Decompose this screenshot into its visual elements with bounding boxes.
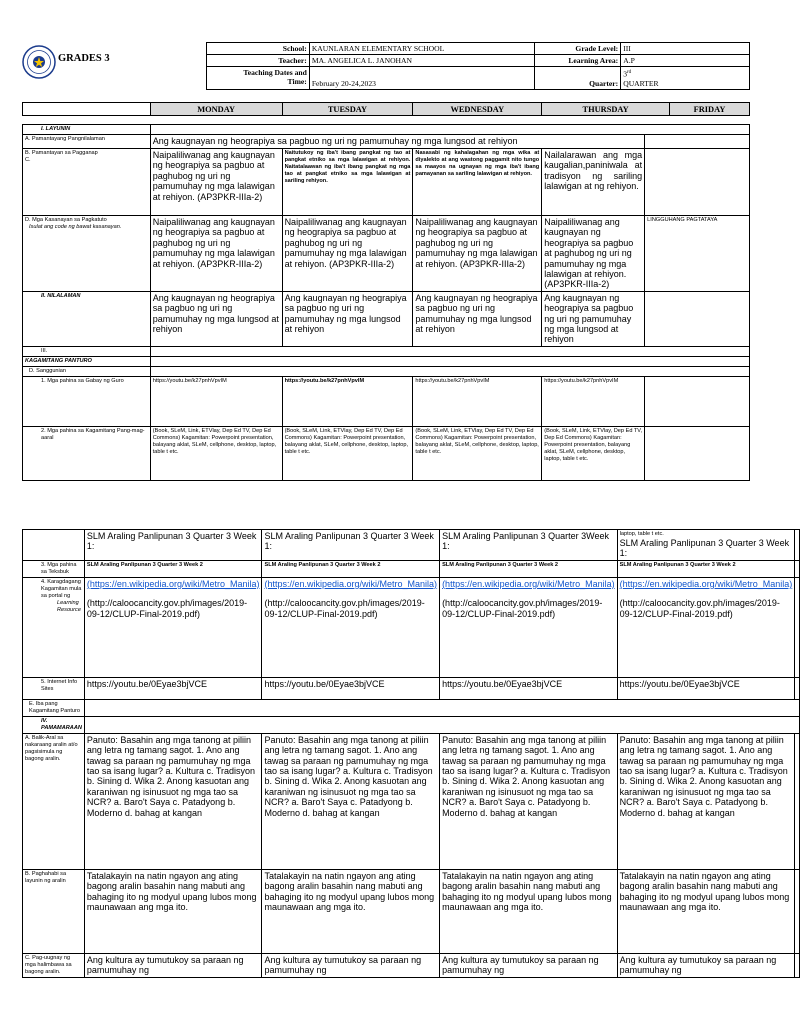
caloocan-link-thursday: (http://caloocancity.gov.ph/images/2019-09-12/CLUP-Final-2019.pdf): [619, 598, 780, 619]
wiki-link-tuesday[interactable]: (https://en.wikipedia.org/wiki/Metro_Manila): [264, 578, 438, 589]
layunin-blank: [150, 125, 749, 135]
learning-area-value: A.P: [621, 55, 750, 67]
teksbuk-tuesday: SLM Araling Panlipunan 3 Quarter 3 Week 2: [262, 560, 440, 577]
days-header-blank: [23, 103, 151, 116]
internet-wednesday: https://youtu.be/0Eyae3bjVCE: [440, 677, 618, 699]
layunin-heading: I. LAYUNIN: [23, 125, 151, 135]
pag-uugnay-tuesday: Ang kultura ay tumutukoy sa paraan ng pamumuhay ng: [262, 953, 440, 977]
paghahabi-label: B. Paghahabi sa layunin ng aralin: [23, 869, 85, 953]
caloocan-link-tuesday: (http://caloocancity.gov.ph/images/2019-09-12/CLUP-Final-2019.pdf): [264, 598, 425, 619]
internet-friday: [795, 677, 800, 699]
kagamitang-tuesday: (Book, SLeM, Link, ETVlay, Dep Ed TV, Dep Ed Commons) Kagamitan: Powerpoint presentation, balayang aklat, SLeM, cellphone, desktop, laptop, table t etc.: [282, 426, 413, 480]
gabay-guro-label: 1. Mga pahina sa Gabay ng Guro: [23, 376, 151, 426]
karagdagang-kagamitan-label: [23, 577, 85, 677]
gabay-guro-wednesday: https://youtu.be/k27pnhVpvIM: [413, 376, 542, 426]
kasanayan-thursday: Naipaliliwanag ang kaugnayan ng heograpiya sa pagbuo at paghubog ng uri ng pamumuhay ng mga lalawigan at rehiyon. (AP3PKR-IIIa-2): [542, 216, 645, 292]
nilalaman-friday: [645, 291, 750, 346]
balik-aral-monday: Panuto: Basahin ang mga tanong at piliin ang letra ng tamang sagot. 1. Ano ang tawag sa paraan ng pamumuhay ng mga tao sa isang lugar? a. Kultura c. Tradisyon b. Sining d. Wika 2. Anong kasuotan ang karaniwan ng isinusuot ng mga tao sa NCR? a. Baro't Saya c. Patadyong b. Moderno d. bahag at kangan: [84, 733, 262, 869]
kasanayan-friday: LINGGUHANG PAGTATAYA: [645, 216, 750, 292]
pag-uugnay-monday: Ang kultura ay tumutukoy sa paraan ng pamumuhay ng: [84, 953, 262, 977]
karagdagang-thursday: [617, 577, 795, 677]
days-header: [22, 102, 750, 116]
teacher-label: Teacher:: [207, 55, 310, 67]
gabay-guro-monday: https://youtu.be/k27pnhVpvIM: [150, 376, 282, 426]
day-thursday: THURSDAY: [542, 103, 670, 116]
nilalaman-heading: II. NILALAMAN: [23, 291, 151, 346]
balik-aral-wednesday: Panuto: Basahin ang mga tanong at piliin ang letra ng tamang sagot. 1. Ano ang tawag sa paraan ng pamumuhay ng mga tao sa isang lugar? a. Kultura c. Tradisyon b. Sining d. Wika 2. Anong kasuotan ang karaniwan ng isinusuot ng mga tao sa NCR? a. Baro't Saya c. Patadyong b. Moderno d. bahag at kangan: [440, 733, 618, 869]
teksbuk-wednesday: SLM Araling Panlipunan 3 Quarter 3 Week 2: [440, 560, 618, 577]
kasanayan-monday: Naipaliliwanag ang kaugnayan ng heograpiya sa pagbuo at paghubog ng uri ng pamumuhay ng mga lalawigan at rehiyon. (AP3PKR-IIIa-2): [150, 216, 282, 292]
school-value: KAUNLARAN ELEMENTARY SCHOOL: [309, 43, 535, 55]
pamantayan-pagganap-label: [23, 149, 151, 216]
dates-label: [207, 67, 310, 90]
wiki-link-thursday[interactable]: (https://en.wikipedia.org/wiki/Metro_Manila): [619, 578, 793, 589]
nilalaman-tuesday: Ang kaugnayan ng heograpiya sa pagbuo ng uri ng pamumuhay ng mga lungsod at rehiyon: [282, 291, 413, 346]
internet-tuesday: https://youtu.be/0Eyae3bjVCE: [262, 677, 440, 699]
pamantayang-pangnilalaman-text: Ang kaugnayan ng heograpiya sa pagbuo ng uri ng pamumuhay ng mga lungsod at rehiyon: [150, 135, 644, 149]
kasanayan-text: D. Mga Kasanayan sa Pagkatuto: [25, 217, 107, 223]
deped-seal-icon: [22, 45, 56, 79]
kasanayan-sub: Isulat ang code ng bawat kasanayan.: [29, 224, 122, 230]
pag-uugnay-label: C. Pag-uugnay ng mga halimbawa sa bagong aralin.: [23, 953, 85, 977]
gabay-guro-friday: [645, 376, 750, 426]
karagdagang-label-line-2: Learning Resource: [57, 599, 81, 613]
iba-pang-kagamitan-label: E. Iba pang Kagamitang Panturo: [23, 699, 85, 716]
day-tuesday: TUESDAY: [282, 103, 413, 116]
slm-thursday: [617, 530, 795, 561]
dates-label-line-1: Teaching Dates and: [243, 68, 307, 77]
day-friday: FRIDAY: [670, 103, 750, 116]
pagganap-friday: [645, 149, 750, 216]
kagamitang-wednesday: (Book, SLeM, Link, ETVlay, Dep Ed TV, Dep Ed Commons) Kagamitan: Powerpoint presentation, balayang aklat, SLeM, cellphone, desktop, laptop, table t etc.: [413, 426, 542, 480]
internet-thursday: https://youtu.be/0Eyae3bjVCE: [617, 677, 795, 699]
page-1: [0, 0, 768, 512]
kasanayan-wednesday: Naipaliliwanag ang kaugnayan ng heograpiya sa pagbuo at paghubog ng uri ng pamumuhay ng mga lalawigan at rehiyon. (AP3PKR-IIIa-2): [413, 216, 542, 292]
nilalaman-thursday: Ang kaugnayan ng heograpiya sa pagbuo ng uri ng pamumuhay ng mga lungsod at rehiyon: [542, 291, 645, 346]
kagamitang-monday: (Book, SLeM, Link, ETVlay, Dep Ed TV, Dep Ed Commons) Kagamitan: Powerpoint presentation, balayang aklat, SLeM, cellphone, desktop, laptop, table t etc.: [150, 426, 282, 480]
internet-monday: https://youtu.be/0Eyae3bjVCE: [84, 677, 262, 699]
paghahabi-tuesday: Tatalakayin na natin ngayon ang ating bagong aralin basahin nang mabuti ang bahaging ito ng modyul upang lubos mong maunawaan ang mga ito.: [262, 869, 440, 953]
school-info-table: [206, 42, 750, 90]
karagdagang-tuesday: [262, 577, 440, 677]
iii-blank: [150, 346, 749, 356]
paghahabi-wednesday: Tatalakayin na natin ngayon ang ating bagong aralin basahin nang mabuti ang bahaging ito ng modyul upang lubos mong maunawaan ang mga ito.: [440, 869, 618, 953]
pagganap-wednesday: Nasasabi ng kahalagahan ng mga wika at diyalekto at ang wastong paggamit nito tungo sa maayos na ugnayan ng mga iba't ibang pamayanan sa sariling lalawigan at rehiyon.: [413, 149, 542, 216]
wiki-link-wednesday[interactable]: (https://en.wikipedia.org/wiki/Metro_Manila): [442, 578, 615, 589]
pagganap-monday: Naipaliliwanag ang kaugnayan ng heograpiya sa pagbuo at paghubog ng uri ng pamumuhay ng mga lalawigan at rehiyon. (AP3PKR-IIIa-2): [150, 149, 282, 216]
karagdagang-label-line-1: 4. Karagdagang Kagamitan mula sa portal ng: [41, 578, 82, 599]
kagamitang-friday: [645, 426, 750, 480]
quarter-value: [621, 67, 750, 90]
dates-value: February 20-24,2023: [309, 67, 535, 90]
quarter-number: 3: [623, 69, 628, 79]
slm-monday: SLM Araling Panlipunan 3 Quarter 3 Week 1:: [84, 530, 262, 561]
kagamitang-panturo-blank: [150, 356, 749, 366]
balik-aral-thursday: Panuto: Basahin ang mga tanong at piliin ang letra ng tamang sagot. 1. Ano ang tawag sa paraan ng pamumuhay ng mga tao sa isang lugar? a. Kultura c. Tradisyon b. Sining d. Wika 2. Anong kasuotan ang karaniwan ng isinusuot ng mga tao sa NCR? a. Baro't Saya c. Patadyong b. Moderno d. bahag at kangan: [617, 733, 795, 869]
day-wednesday: WEDNESDAY: [413, 103, 542, 116]
sanggunian-blank: [150, 366, 749, 376]
balik-aral-label: A. Balik-Aral sa nakaraang aralin at/o pagsisimula ng bagong aralin.: [23, 733, 85, 869]
sanggunian-heading: D. Sanggunian: [23, 366, 151, 376]
quarter-suffix: rd: [627, 70, 632, 75]
lesson-table-page-2: [22, 529, 800, 978]
kagamitang-thursday: (Book, SLeM, Link, ETVlay, Dep Ed TV, Dep Ed Commons) Kagamitan: Powerpoint presentation, balayang aklat, SLeM, cellphone, desktop, laptop, table t etc.: [542, 426, 645, 480]
karagdagang-friday: [795, 577, 800, 677]
slm-tuesday: SLM Araling Panlipunan 3 Quarter 3 Week 1:: [262, 530, 440, 561]
teksbuk-thursday: SLM Araling Panlipunan 3 Quarter 3 Week 2: [617, 560, 795, 577]
slm-thursday-top: laptop, table t etc.: [619, 531, 664, 537]
kagamitang-mag-aaral-label: 2. Mga pahina sa Kagamitang Pang-mag-aaral: [23, 426, 151, 480]
nilalaman-monday: Ang kaugnayan ng heograpiya sa pagbuo ng uri ng pamumuhay ng mga lungsod at rehiyon: [150, 291, 282, 346]
day-monday: MONDAY: [150, 103, 282, 116]
balik-aral-friday: [795, 733, 800, 869]
learning-area-label: Learning Area:: [535, 55, 621, 67]
pamamaraan-blank: [84, 716, 799, 733]
internet-info-label: 5. Internet Info Sites: [23, 677, 85, 699]
pamantayang-pangnilalaman-label: A. Pamantayang Pangnilalaman: [23, 135, 151, 149]
pamantayan-pagganap-c: C.: [25, 157, 31, 163]
slm-thursday-text: SLM Araling Panlipunan 3 Quarter 3 Week 1:: [619, 538, 790, 559]
iba-pang-kagamitan-blank: [84, 699, 799, 716]
teksbuk-friday: [795, 560, 800, 577]
pag-uugnay-friday: [795, 953, 800, 977]
wiki-link-monday[interactable]: (https://en.wikipedia.org/wiki/Metro_Manila): [86, 578, 260, 589]
iii-heading: III.: [23, 346, 151, 356]
teacher-value: MA. ANGELICA L. JANOHAN: [309, 55, 535, 67]
kagamitang-panturo-heading: KAGAMITANG PANTURO: [23, 356, 151, 366]
quarter-label: Quarter:: [535, 67, 621, 90]
karagdagang-wednesday: [440, 577, 618, 677]
slm-friday: [795, 530, 800, 561]
pagganap-thursday: Nailalarawan ang mga kaugalian,paniniwala at tradisyon ng sariling lalawigan at ng rehiyon.: [542, 149, 645, 216]
teksbuk-label: 3. Mga pahina sa Teksbuk: [23, 560, 85, 577]
pag-uugnay-wednesday: Ang kultura ay tumutukoy sa paraan ng pamumuhay ng: [440, 953, 618, 977]
paghahabi-friday: [795, 869, 800, 953]
page-2: [0, 512, 793, 1024]
slm-wednesday: SLM Araling Panlipunan 3 Quarter 3Week 1:: [440, 530, 618, 561]
dates-label-line-2: Time:: [287, 77, 307, 86]
balik-aral-tuesday: Panuto: Basahin ang mga tanong at piliin ang letra ng tamang sagot. 1. Ano ang tawag sa paraan ng pamumuhay ng mga tao sa isang lugar? a. Kultura c. Tradisyon b. Sining d. Wika 2. Anong kasuotan ang karaniwan ng isinusuot ng mga tao sa NCR? a. Baro't Saya c. Patadyong b. Moderno d. bahag at kangan: [262, 733, 440, 869]
caloocan-link-wednesday: (http://caloocancity.gov.ph/images/2019-09-12/CLUP-Final-2019.pdf): [442, 598, 603, 619]
teksbuk-monday: SLM Araling Panlipunan 3 Quarter 3 Week 2: [84, 560, 262, 577]
kasanayan-label: [23, 216, 151, 292]
gabay-guro-tuesday: https://youtu.be/k27pnhVpvIM: [282, 376, 413, 426]
slm-label-blank: [23, 530, 85, 561]
pag-uugnay-thursday: Ang kultura ay tumutukoy sa paraan ng pamumuhay ng: [617, 953, 795, 977]
gabay-guro-thursday: https://youtu.be/k27pnhVpvIM: [542, 376, 645, 426]
grade-level-label: Grade Level:: [535, 43, 621, 55]
grade-title: GRADES 3: [58, 53, 110, 64]
paghahabi-thursday: Tatalakayin na natin ngayon ang ating bagong aralin basahin nang mabuti ang bahaging ito ng modyul upang lubos mong maunawaan ang mga ito.: [617, 869, 795, 953]
karagdagang-monday: [84, 577, 262, 677]
pamantayan-pagganap-text: B. Pamantayan sa Pagganap: [25, 150, 98, 156]
pamamaraan-heading: IV. PAMAMARAAN: [23, 716, 85, 733]
lesson-table-page-1: [22, 124, 750, 481]
nilalaman-wednesday: Ang kaugnayan ng heograpiya sa pagbuo ng uri ng pamumuhay ng mga lungsod at rehiyon: [413, 291, 542, 346]
pagganap-tuesday: Naitutukoy ng iba't ibang pangkat ng tao at pangkat etniko sa mga lalawigan at rehiyon. Naitatalaawan ng iba't ibang pangkat ng mga tao at pangkat etniko sa mga lalawigan at sariling rehiyon.: [282, 149, 413, 216]
caloocan-link-monday: (http://caloocancity.gov.ph/images/2019-09-12/CLUP-Final-2019.pdf): [86, 598, 248, 619]
paghahabi-monday: Tatalakayin na natin ngayon ang ating bagong aralin basahin nang mabuti ang bahaging ito ng modyul upang lubos mong maunawaan ang mga ito.: [84, 869, 262, 953]
quarter-text: QUARTER: [623, 78, 659, 88]
grade-level-value: III: [621, 43, 750, 55]
kasanayan-tuesday: Naipaliliwanag ang kaugnayan ng heograpiya sa pagbuo at paghubog ng uri ng pamumuhay ng mga lalawigan at rehiyon. (AP3PKR-IIIa-2): [282, 216, 413, 292]
pamantayang-pangnilalaman-friday: [645, 135, 750, 149]
school-label: School:: [207, 43, 310, 55]
